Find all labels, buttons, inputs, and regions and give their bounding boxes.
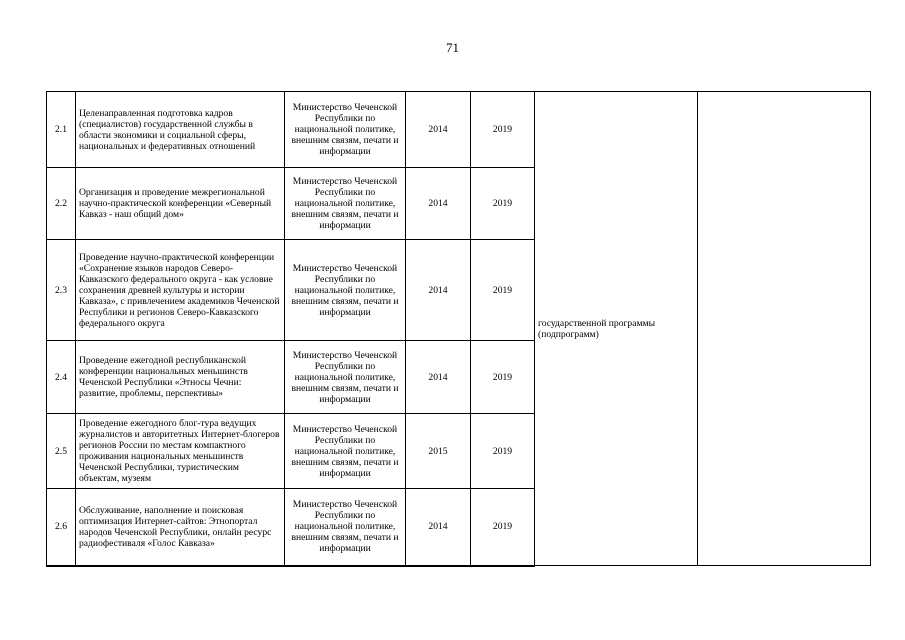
- end-year: 2019: [471, 168, 535, 240]
- end-year: 2019: [471, 92, 535, 168]
- start-year: 2014: [406, 341, 471, 414]
- activity-name: Организация и проведение межрегиональной научно-практической конференции «Северный Кавказ - наш общий дом»: [76, 168, 285, 240]
- empty-cell: [698, 92, 871, 566]
- start-year: 2014: [406, 168, 471, 240]
- row-number: 2.3: [47, 240, 76, 341]
- executor: Министерство Чеченской Республики по национальной политике, внешним связям, печати и информации: [285, 240, 406, 341]
- row-number: 2.5: [47, 414, 76, 489]
- end-year: 2019: [471, 341, 535, 414]
- row-number: 2.4: [47, 341, 76, 414]
- activity-name: Проведение ежегодной республиканской конференции национальных меньшинств Чеченской Республики «Этносы Чечни: развитие, проблемы, перспективы»: [76, 341, 285, 414]
- executor: Министерство Чеченской Республики по национальной политике, внешним связям, печати и информации: [285, 341, 406, 414]
- executor: Министерство Чеченской Республики по национальной политике, внешним связям, печати и информации: [285, 168, 406, 240]
- activities-table: [46, 91, 871, 567]
- end-year: 2019: [471, 489, 535, 566]
- row-number: 2.1: [47, 92, 76, 168]
- program-note: государственной программы (подпрограмм): [535, 92, 698, 566]
- start-year: 2014: [406, 92, 471, 168]
- end-year: 2019: [471, 240, 535, 341]
- executor: Министерство Чеченской Республики по национальной политике, внешним связям, печати и информации: [285, 489, 406, 566]
- activity-name: Проведение научно-практической конференции «Сохранение языков народов Северо-Кавказского федерального округа - как условие сохранения древней культуры и истории Кавказа», с привлечением академиков Чеченской Республики и регионов Северо-Кавказского федерального округа: [76, 240, 285, 341]
- page-number: 71: [446, 40, 459, 55]
- executor: Министерство Чеченской Республики по национальной политике, внешним связям, печати и информации: [285, 414, 406, 489]
- table-row: [47, 92, 871, 168]
- start-year: 2014: [406, 489, 471, 566]
- row-number: 2.2: [47, 168, 76, 240]
- activity-name: Обслуживание, наполнение и поисковая оптимизация Интернет-сайтов: Этнопортал народов Чеченской Республики, онлайн ресурс радиофестиваля «Голос Кавказа»: [76, 489, 285, 566]
- end-year: 2019: [471, 414, 535, 489]
- start-year: 2015: [406, 414, 471, 489]
- start-year: 2014: [406, 240, 471, 341]
- activity-name: Проведение ежегодного блог-тура ведущих журналистов и авторитетных Интернет-блогеров регионов России по местам компактного проживания национальных меньшинств Чеченской Республики, туристическим объектам, музеям: [76, 414, 285, 489]
- activity-name: Целенаправленная подготовка кадров (специалистов) государственной службы в области экономики и социальной сферы, национальных и федеративных отношений: [76, 92, 285, 168]
- row-number: 2.6: [47, 489, 76, 566]
- executor: Министерство Чеченской Республики по национальной политике, внешним связям, печати и информации: [285, 92, 406, 168]
